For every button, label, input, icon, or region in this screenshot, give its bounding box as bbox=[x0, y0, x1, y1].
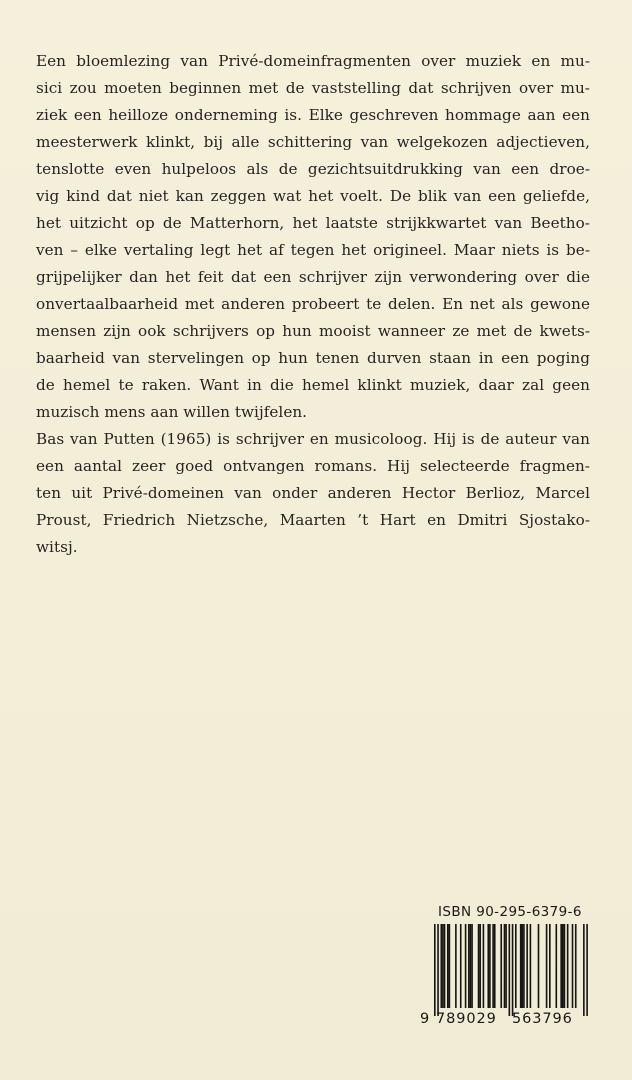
text-line: de hemel te raken. Want in die hemel klinkt muziek, daar zal geen bbox=[36, 376, 590, 394]
barcode-bar bbox=[447, 924, 449, 1008]
barcode-bar bbox=[479, 924, 481, 1008]
barcode-bar bbox=[471, 924, 473, 1008]
barcode-right-group: 563796 bbox=[512, 1011, 573, 1027]
barcode-bar bbox=[444, 924, 446, 1008]
barcode-bar bbox=[520, 924, 522, 1008]
barcode-bar bbox=[572, 924, 574, 1008]
barcode-bar bbox=[465, 924, 467, 1008]
text-line: baarheid van stervelingen op hun tenen durven staan in een poging bbox=[36, 349, 590, 367]
text-line: witsj. bbox=[36, 538, 78, 556]
barcode-bars bbox=[420, 924, 600, 1018]
barcode-bar bbox=[442, 924, 444, 1008]
text-line: muzisch mens aan willen twijfelen. bbox=[36, 403, 308, 421]
barcode-bar bbox=[487, 924, 489, 1008]
text-line: ziek een heilloze onderneming is. Elke geschreven hommage aan een bbox=[36, 106, 590, 124]
barcode-bar bbox=[483, 924, 485, 1008]
barcode-bar bbox=[489, 924, 491, 1008]
barcode-guard-bar bbox=[583, 924, 585, 1016]
barcode-guard-bar bbox=[509, 924, 511, 1016]
barcode-bar bbox=[515, 924, 517, 1008]
text-line: grijpelijker dan het feit dat een schrijver zijn verwondering over die bbox=[36, 268, 590, 286]
text-line: het uitzicht op de Matterhorn, het laatste strijkkwartet van Beetho- bbox=[36, 214, 590, 232]
barcode-guard-bar bbox=[437, 924, 439, 1016]
barcode-first-digit: 9 bbox=[420, 1011, 430, 1027]
barcode-bar bbox=[455, 924, 457, 1008]
text-line: ten uit Privé-domeinen van onder anderen Hector Berlioz, Marcel bbox=[36, 484, 590, 502]
barcode-bar bbox=[440, 924, 442, 1008]
text-line: Een bloemlezing van Privé-domeinfragmenten over muziek en mu- bbox=[36, 52, 590, 70]
barcode-bar bbox=[449, 924, 451, 1008]
text-line: ven – elke vertaling legt het af tegen het origineel. Maar niets is be- bbox=[36, 241, 590, 259]
isbn-barcode bbox=[420, 904, 600, 1032]
barcode-bar bbox=[567, 924, 569, 1008]
barcode-bar bbox=[470, 924, 472, 1008]
barcode-bar bbox=[478, 924, 480, 1008]
text-line: tenslotte even hulpeloos als de gezichtsuitdrukking van een droe- bbox=[36, 160, 590, 178]
barcode-bar bbox=[530, 924, 532, 1008]
barcode-bar bbox=[538, 924, 540, 1008]
text-line: onvertaalbaarheid met anderen probeert te delen. En net als gewone bbox=[36, 295, 590, 313]
isbn-label: ISBN 90-295-6379-6 bbox=[438, 904, 582, 920]
barcode-bar bbox=[505, 924, 507, 1008]
barcode-bar bbox=[564, 924, 566, 1008]
barcode-bar bbox=[575, 924, 577, 1008]
text-line: meesterwerk klinkt, bij alle schittering van welgekozen adjectieven, bbox=[36, 133, 590, 151]
barcode-bar bbox=[494, 924, 496, 1008]
barcode-bar bbox=[560, 924, 562, 1008]
text-line: een aantal zeer goed ontvangen romans. Hij selecteerde fragmen- bbox=[36, 457, 590, 475]
barcode-bar bbox=[546, 924, 548, 1008]
barcode-bar bbox=[492, 924, 494, 1008]
barcode-bar bbox=[521, 924, 523, 1008]
barcode-guard-bar bbox=[512, 924, 514, 1016]
barcode-bar bbox=[500, 924, 502, 1008]
barcode-bar bbox=[468, 924, 470, 1008]
barcode-guard-bar bbox=[586, 924, 588, 1016]
blurb-paragraph bbox=[36, 48, 590, 426]
text-line: mensen zijn ook schrijvers op hun mooist wanneer ze met de kwets- bbox=[36, 322, 590, 340]
barcode-bar bbox=[504, 924, 506, 1008]
text-line: Bas van Putten (1965) is schrijver en musicoloog. Hij is de auteur van bbox=[36, 430, 590, 448]
barcode-bar bbox=[526, 924, 528, 1008]
barcode-bar bbox=[549, 924, 551, 1008]
barcode-bar bbox=[523, 924, 525, 1008]
barcode-bar bbox=[556, 924, 558, 1008]
barcode-bar bbox=[460, 924, 462, 1008]
author-bio-paragraph bbox=[36, 426, 590, 561]
barcode-bar bbox=[562, 924, 564, 1008]
text-line: Proust, Friedrich Nietzsche, Maarten ’t Hart en Dmitri Sjostako- bbox=[36, 511, 590, 529]
text-line: sici zou moeten beginnen met de vaststelling dat schrijven over mu- bbox=[36, 79, 590, 97]
barcode-guard-bar bbox=[434, 924, 436, 1016]
barcode-left-group: 789029 bbox=[436, 1011, 497, 1027]
text-line: vig kind dat niet kan zeggen wat het voelt. De blik van een geliefde, bbox=[36, 187, 590, 205]
